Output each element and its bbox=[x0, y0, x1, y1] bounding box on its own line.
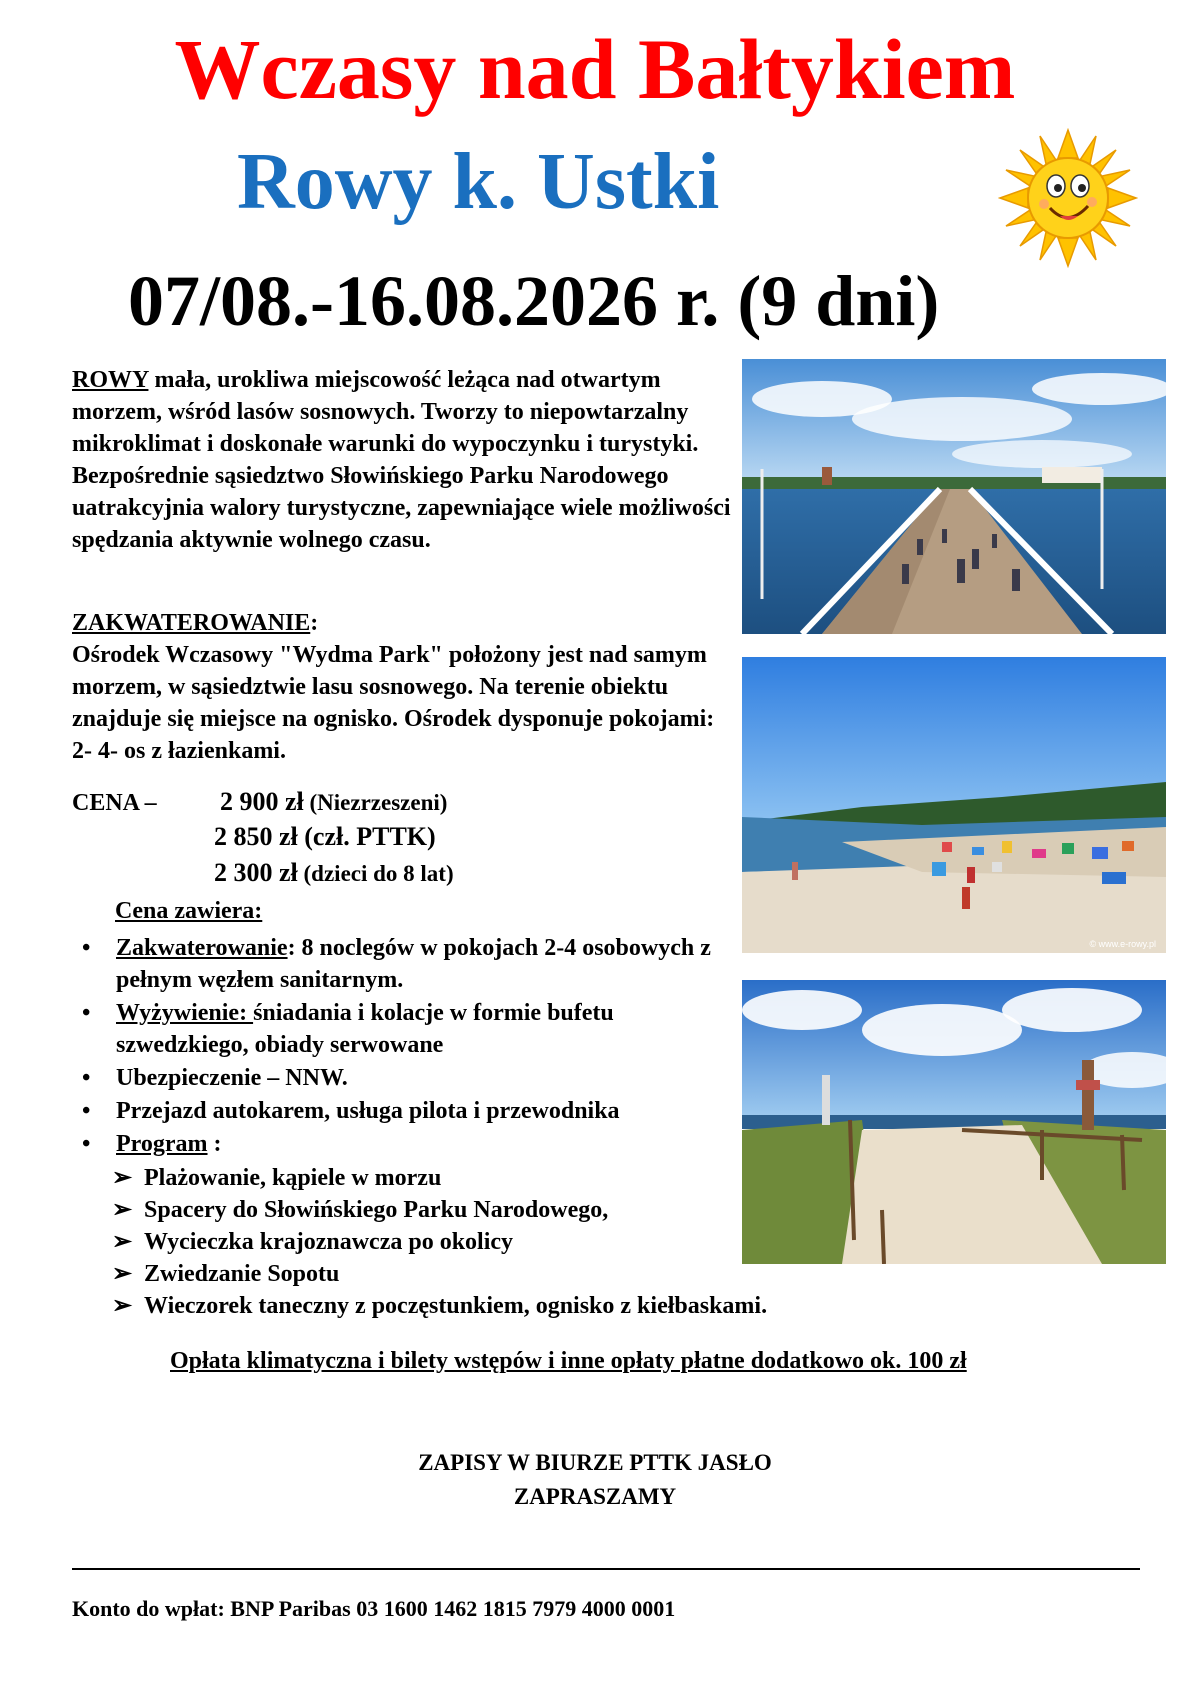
bullet-icon: • bbox=[82, 1131, 91, 1157]
sun-icon bbox=[998, 128, 1138, 268]
includes-heading: Cena zawiera: bbox=[115, 898, 263, 924]
intro-lead: ROWY bbox=[72, 367, 149, 393]
list-item: • Zakwaterowanie: 8 noclegów w pokojach 2-4 osobowych z pełnym węzłem sanitarnym. bbox=[80, 932, 720, 996]
list-item: ➢ Plażowanie, kąpiele w morzu bbox=[112, 1162, 1012, 1194]
list-item: ➢ Zwiedzanie Sopotu bbox=[112, 1258, 1012, 1290]
signup-block bbox=[0, 1446, 1190, 1514]
signup-invite: ZAPRASZAMY bbox=[513, 1484, 677, 1509]
signup-line: ZAPISY W BIURZE PTTK JASŁO bbox=[418, 1450, 772, 1475]
bullet-icon: • bbox=[82, 1000, 91, 1026]
price-child: 2 300 zł (dzieci do 8 lat) bbox=[214, 858, 454, 887]
list-item: • Ubezpieczenie – NNW. bbox=[80, 1062, 720, 1094]
price-label: CENA – bbox=[72, 790, 157, 816]
bullet-icon: • bbox=[82, 1065, 91, 1091]
price-member: 2 850 zł (czł. PTTK) bbox=[214, 822, 436, 851]
list-item: ➢ Wieczorek taneczny z poczęstunkiem, ognisko z kiełbaskami. bbox=[112, 1290, 1012, 1322]
beach-photo bbox=[742, 657, 1166, 953]
bullet-icon: • bbox=[82, 935, 91, 961]
trip-dates: 07/08.-16.08.2026 r. (9 dni) bbox=[128, 261, 940, 341]
page-title: Wczasy nad Bałtykiem bbox=[174, 21, 1016, 117]
arrow-icon: ➢ bbox=[112, 1229, 133, 1255]
arrow-icon: ➢ bbox=[112, 1165, 133, 1191]
list-item: ➢ Spacery do Słowińskiego Parku Narodowego, bbox=[112, 1194, 1012, 1226]
list-item: • Program : bbox=[80, 1128, 720, 1160]
accommodation-text: Ośrodek Wczasowy "Wydma Park" położony jest nad samym morzem, w sąsiedztwie lasu sosnowego. Na terenie obiektu znajduje się miejsce na ognisko. Ośrodek dysponuje pokojami: 2- 4- os z łazienkami. bbox=[72, 642, 715, 764]
extra-fee-note: Opłata klimatyczna i bilety wstępów i inne opłaty płatne dodatkowo ok. 100 zł bbox=[170, 1348, 967, 1374]
list-item: • Przejazd autokarem, usługa pilota i przewodnika bbox=[80, 1095, 720, 1127]
list-item: • Wyżywienie: śniadania i kolacje w formie bufetu szwedzkiego, obiady serwowane bbox=[80, 997, 720, 1061]
arrow-icon: ➢ bbox=[112, 1197, 133, 1223]
includes-list bbox=[80, 932, 720, 1161]
dunes-photo bbox=[742, 980, 1166, 1264]
intro-paragraph bbox=[72, 364, 732, 556]
price-regular: 2 900 zł (Niezrzeszeni) bbox=[220, 787, 448, 816]
bullet-icon: • bbox=[82, 1098, 91, 1124]
intro-text: mała, urokliwa miejscowość leżąca nad otwartym morzem, wśród lasów sosnowych. Tworzy to niepowtarzalny mikroklimat i doskonałe warunki do wypoczynku i turystyki. Bezpośrednie sąsiedztwo Słowińskiego Parku Narodowego uatrakcyjnia walory turystyczne, zapewniające wiele możliwości spędzania aktywnie wolnego czasu. bbox=[72, 367, 731, 553]
bank-account: Konto do wpłat: BNP Paribas 03 1600 1462 1815 7979 4000 0001 bbox=[72, 1596, 676, 1621]
page-subtitle: Rowy k. Ustki bbox=[237, 138, 720, 226]
arrow-icon: ➢ bbox=[112, 1293, 133, 1319]
accommodation-heading: ZAKWATEROWANIE: bbox=[72, 610, 319, 636]
pier-photo bbox=[742, 359, 1166, 634]
photo-watermark: © www.e-rowy.pl bbox=[1089, 939, 1156, 949]
list-item: ➢ Wycieczka krajoznawcza po okolicy bbox=[112, 1226, 1012, 1258]
arrow-icon: ➢ bbox=[112, 1261, 133, 1287]
divider bbox=[72, 1568, 1140, 1570]
